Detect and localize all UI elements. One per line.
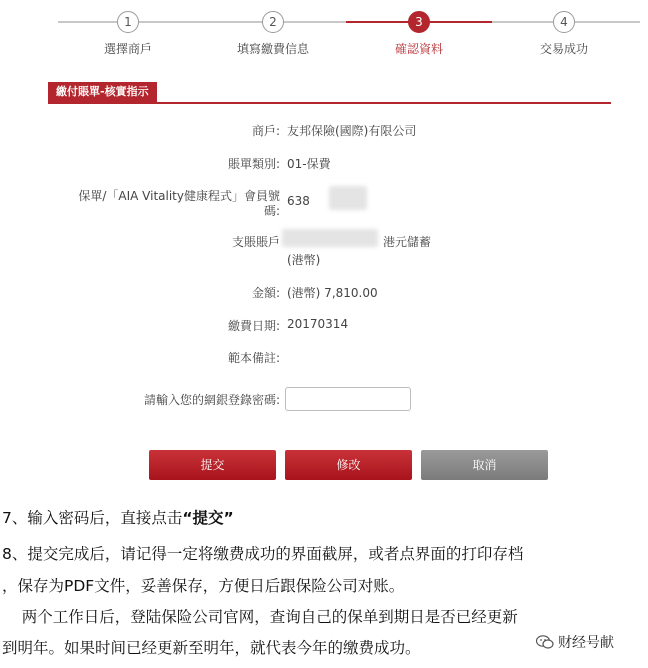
section-title: 繳付賬單-核實指示 (48, 82, 157, 102)
stepper-track-done (58, 21, 346, 23)
submit-button[interactable]: 提交 (149, 450, 276, 480)
step-2-label: 填寫繳費信息 (236, 42, 309, 56)
watermark-text: 财经号献 (558, 635, 614, 651)
step-1-circle: 1 (117, 11, 139, 33)
progress-stepper (0, 0, 648, 60)
step-3-label: 確認資料 (394, 42, 443, 56)
template-remark-label: 範本備註: (227, 351, 280, 365)
merchant-value: 友邦保險(國際)有限公司 (287, 124, 417, 138)
section-header (48, 82, 611, 104)
instruction-step-8-line2: ，保存为PDF文件，妥善保存，方便日后跟保险公司对账。 (2, 577, 405, 595)
amount-value: (港幣) 7,810.00 (287, 286, 378, 300)
step-1-label: 選擇商戶 (103, 42, 152, 56)
instruction-step-7-emphasis: “提交” (182, 509, 234, 527)
account-currency-type: 港元儲蓄 (383, 235, 432, 249)
instruction-step-8-line1: 8、提交完成后，请记得一定将缴费成功的界面截屏，或者点界面的打印存档 (2, 545, 524, 563)
step-4-circle: 4 (553, 11, 575, 33)
step-3-circle: 3 (408, 11, 430, 33)
instruction-paragraph-line2: 到明年。如果时间已经更新至明年，就代表今年的缴费成功。 (2, 639, 421, 657)
payment-date-value: 20170314 (287, 317, 349, 331)
member-no-label-line2: 碼: (263, 204, 280, 218)
account-currency: (港幣) (287, 253, 321, 267)
payment-date-label: 繳費日期: (227, 319, 280, 333)
watermark (536, 632, 614, 652)
bill-type-label: 賬單類別: (227, 157, 280, 171)
member-no-label-line1: 保單/「AIA Vitality健康程式」會員號 (78, 189, 280, 203)
account-label: 支賬賬戶 (231, 235, 280, 249)
password-label: 請輸入您的網銀登錄密碼: (143, 393, 280, 407)
step-4-label: 交易成功 (539, 42, 588, 56)
redacted-account-no (282, 229, 378, 247)
password-input[interactable] (285, 387, 411, 411)
modify-button[interactable]: 修改 (285, 450, 412, 480)
step-2-circle: 2 (262, 11, 284, 33)
instruction-step-7 (2, 506, 234, 528)
bill-type-value: 01-保費 (287, 157, 331, 171)
merchant-label: 商戶: (251, 124, 280, 138)
member-no-value: 638 (287, 194, 310, 208)
amount-label: 金額: (251, 286, 280, 300)
instruction-step-7-text: 7、输入密码后，直接点击 (2, 509, 183, 527)
instruction-paragraph-line1: 两个工作日后，登陆保险公司官网，查询自己的保单到期日是否已经更新 (2, 608, 518, 626)
cancel-button[interactable]: 取消 (421, 450, 548, 480)
redacted-member-no (329, 186, 367, 210)
wechat-icon (536, 635, 554, 649)
